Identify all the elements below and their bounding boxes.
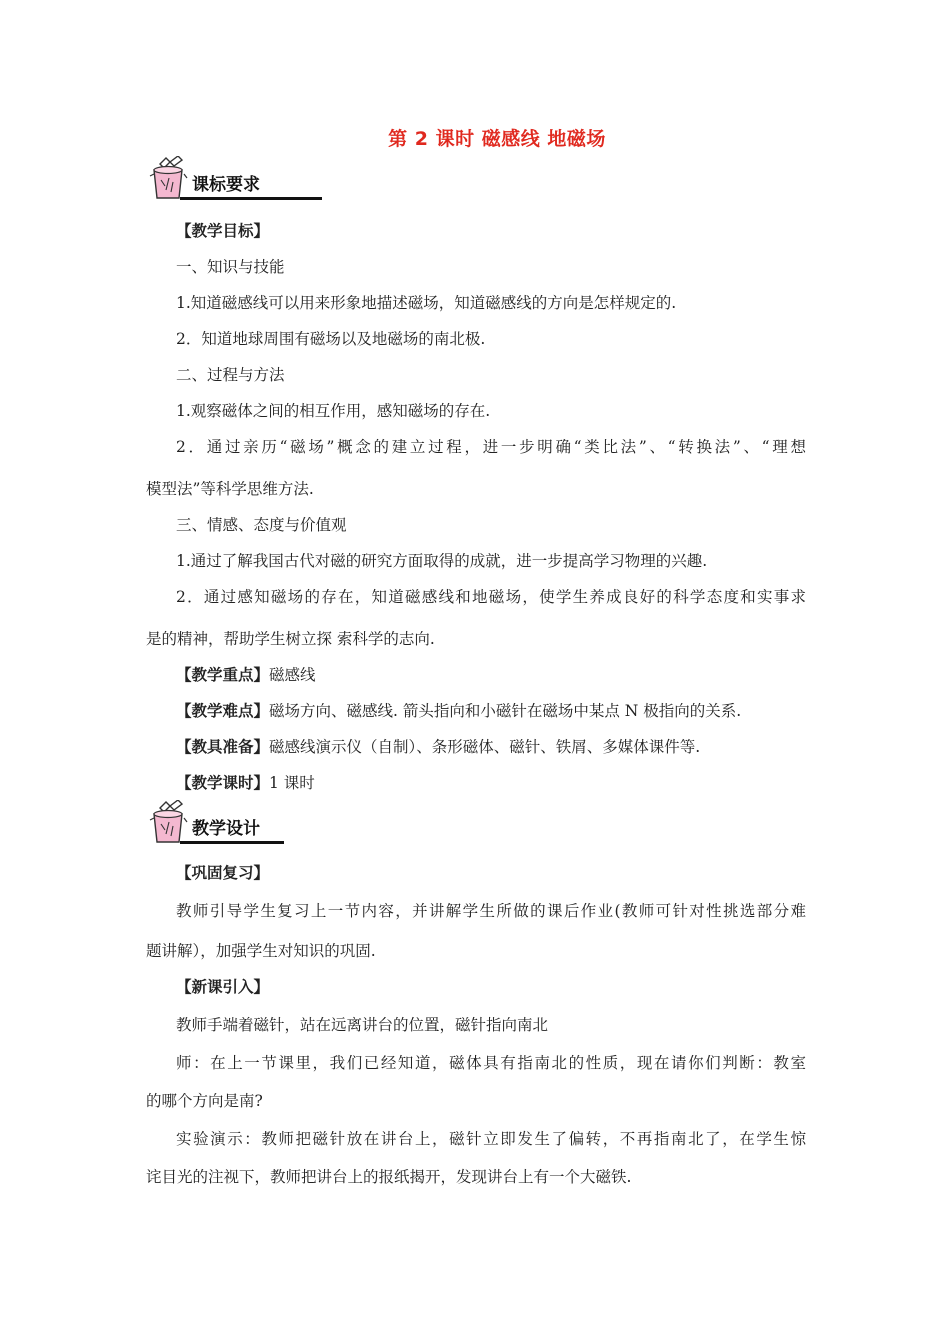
paragraph: 2．通过亲历“磁场”概念的建立过程，进一步明确“类比法”、“转换法”、“理想	[176, 438, 806, 456]
pencil-cup-icon	[146, 156, 190, 202]
paragraph: 题讲解），加强学生对知识的巩固.	[146, 942, 376, 960]
section-banner-design	[146, 800, 288, 848]
section-banner-standards	[146, 156, 322, 204]
paragraph: 【新课引入】	[176, 977, 270, 996]
paragraph: 是的精神，帮助学生树立探 索科学的志向.	[146, 630, 435, 648]
section-title: 课标要求	[192, 175, 260, 195]
paragraph: 【教学难点】磁场方向、磁感线. 箭头指向和小磁针在磁场中某点 N 极指向的关系.	[176, 701, 742, 720]
paragraph: 【教学重点】磁感线	[176, 665, 316, 684]
paragraph: 1.通过了解我国古代对磁的研究方面取得的成就，进一步提高学习物理的兴趣.	[176, 552, 708, 570]
paragraph: 【巩固复习】	[176, 863, 270, 882]
paragraph: 教师引导学生复习上一节内容，并讲解学生所做的课后作业(教师可针对性挑选部分难	[176, 902, 806, 920]
paragraph: 【教具准备】磁感线演示仪（自制）、条形磁体、磁针、铁屑、多媒体课件等.	[176, 737, 701, 756]
paragraph: 模型法”等科学思维方法.	[146, 480, 314, 498]
paragraph: 诧目光的注视下，教师把讲台上的报纸揭开，发现讲台上有一个大磁铁.	[146, 1168, 632, 1186]
paragraph: 【教学课时】1 课时	[176, 773, 315, 792]
paragraph: 二、过程与方法	[176, 366, 285, 384]
paragraph: 三、情感、态度与价值观	[176, 516, 347, 534]
paragraph: 实验演示：教师把磁针放在讲台上，磁针立即发生了偏转，不再指南北了，在学生惊	[176, 1130, 806, 1148]
pencil-cup-icon	[146, 800, 190, 846]
section-title: 教学设计	[192, 819, 260, 839]
paragraph: 【教学目标】	[176, 221, 270, 240]
paragraph: 的哪个方向是南?	[146, 1092, 263, 1110]
paragraph: 2．通过感知磁场的存在，知道磁感线和地磁场，使学生养成良好的科学态度和实事求	[176, 588, 806, 606]
paragraph: 1.观察磁体之间的相互作用，感知磁场的存在.	[176, 402, 491, 420]
paragraph: 2．知道地球周围有磁场以及地磁场的南北极.	[176, 330, 486, 348]
paragraph: 1.知道磁感线可以用来形象地描述磁场，知道磁感线的方向是怎样规定的.	[176, 294, 677, 312]
paragraph: 教师手端着磁针，站在远离讲台的位置，磁针指向南北	[176, 1016, 549, 1034]
paragraph: 一、知识与技能	[176, 258, 285, 276]
page-title: 第 2 课时 磁感线 地磁场	[388, 128, 606, 150]
paragraph: 师：在上一节课里，我们已经知道，磁体具有指南北的性质，现在请你们判断：教室	[176, 1054, 806, 1072]
